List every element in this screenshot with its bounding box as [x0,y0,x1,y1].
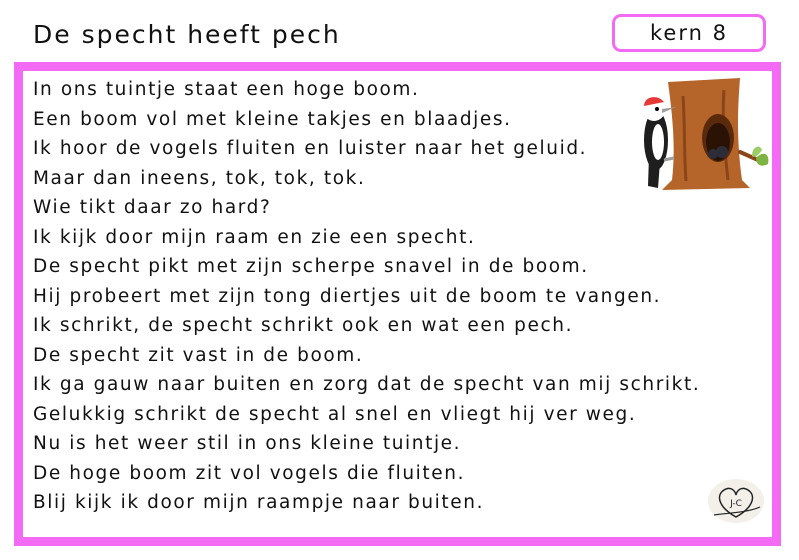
story-line: Wie tikt daar zo hard? [33,197,272,218]
story-line: De hoge boom zit vol vogels die fluiten. [33,462,466,484]
woodpecker-on-tree-icon [628,76,770,192]
story-line: De specht pikt met zijn scherpe snavel in de boom. [33,256,589,277]
level-badge [612,14,766,52]
story-line: Nu is het weer stil in ons kleine tuintje. [33,433,462,454]
story-line: Ik schrikt, de specht schrikt ook en wat een pech. [33,315,574,336]
story-line: Hij probeert met zijn tong diertjes uit de boom te vangen. [33,285,662,307]
story-line: Een boom vol met kleine takjes en blaadjes. [33,108,512,130]
story-line: Maar dan ineens, tok, tok, tok. [33,167,366,189]
level-label: kern 8 [650,21,728,45]
page-title: De specht heeft pech [33,20,341,49]
story-line: Ik hoor de vogels fluiten en luister naar het geluid. [33,138,588,159]
story-line: Blij kijk ik door mijn raampje naar buiten. [33,492,485,513]
story-line: Ik kijk door mijn raam en zie een specht. [33,226,476,248]
story-line: In ons tuintje staat een hoge boom. [33,79,420,100]
logo-text: J-C [730,499,742,509]
story-line: Ik ga gauw naar buiten en zorg dat de specht van mij schrikt. [33,374,701,395]
story-line: Gelukkig schrikt de specht al snel en vliegt hij ver weg. [33,403,637,425]
heart-logo-icon [706,477,766,525]
story-line: De specht zit vast in de boom. [33,344,364,366]
